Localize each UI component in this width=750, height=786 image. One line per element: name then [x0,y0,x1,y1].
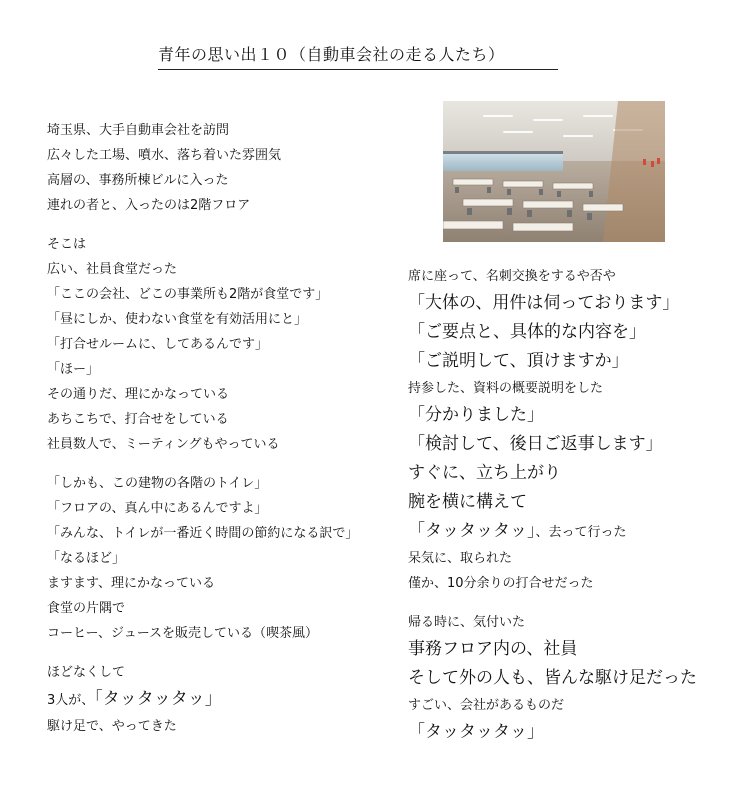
text-line: コーヒー、ジュースを販売している（喫茶風） [47,626,319,641]
text-line: 広々した工場、噴水、落ち着いた雰囲気 [47,148,282,163]
text-line: すごい、会社があるものだ [408,698,565,713]
quote-line: 「検討して、後日ご返事します」 [408,434,663,454]
paragraph [47,660,387,739]
text-line: ますます、理にかなっている [47,576,215,591]
text-line: 「打合せルームに、してあるんです」 [47,337,269,352]
text-line: 「なるほど」 [47,551,126,566]
text-line: 広い、社員食堂だった [47,262,178,277]
text-line: 食堂の片隅で [47,601,126,616]
paragraph [408,610,738,747]
text-fragment: 、去って行った [535,525,627,540]
text-line: 高層の、事務所棟ビルに入った [47,173,229,188]
text-line: その通りだ、理にかなっている [47,387,230,402]
text-line: すぐに、立ち上がり [408,463,561,483]
quote-line: 「ご説明して、頂けますか」 [408,351,629,371]
text-line: そこは [47,237,87,252]
text-line: 「フロアの、真ん中にあるんですよ」 [47,501,268,516]
text-fragment: 3人が、 [47,693,95,708]
text-line: 事務フロア内の、社員 [408,639,578,659]
text-line: あちこちで、打合せをしている [47,412,229,427]
cafeteria-photo [443,101,665,242]
text-line: 「ほー」 [47,362,100,377]
text-line: 「しかも、この建物の各階のトイレ」 [47,476,268,491]
sound-effect-text: 「タッタッタッ」 [408,722,544,742]
left-column [47,118,387,739]
page-title: 青年の思い出１０（自動車会社の走る人たち） [158,42,558,70]
text-line: 席に座って、名刺交換をするや否や [408,269,616,284]
text-line: 連れの者と、入ったのは2階フロア [47,198,251,213]
text-line [408,517,738,546]
text-line: 僅か、10分余りの打合せだった [408,576,594,591]
paragraph [408,264,738,596]
text-line: そして外の人も、皆んな駆け足だった [408,668,697,688]
quote-line: 「大体の、用件は伺っております」 [408,293,680,313]
right-column [408,264,738,747]
text-line: 社員数人で、ミーティングもやっている [47,437,280,452]
text-line: 持参した、資料の概要説明をした [408,381,604,396]
paragraph [47,118,387,218]
text-line: 「みんな、トイレが一番近く時間の節約になる訳で」 [47,526,359,541]
sound-effect-text: 「タッタッタッ」 [94,689,222,709]
text-line: 埼玉県、大手自動車会社を訪問 [47,123,230,138]
text-line: 帰る時に、気付いた [408,615,526,630]
sound-effect-text: 「タッタッタッ」 [408,521,536,541]
paragraph [47,471,387,646]
paragraph [47,232,387,457]
text-line: 腕を横に構えて [408,492,527,512]
quote-line: 「分かりました」 [408,405,544,425]
text-line [47,685,387,714]
text-line: 「ここの会社、どこの事業所も2階が食堂です」 [47,287,329,302]
quote-line: 「ご要点と、具体的な内容を」 [408,322,646,342]
text-line: 駆け足で、やってきた [47,719,177,734]
text-line: ほどなくして [47,665,126,680]
text-line: 呆気に、取られた [408,551,513,566]
text-line: 「昼にしか、使わない食堂を有効活用にと」 [47,312,308,327]
